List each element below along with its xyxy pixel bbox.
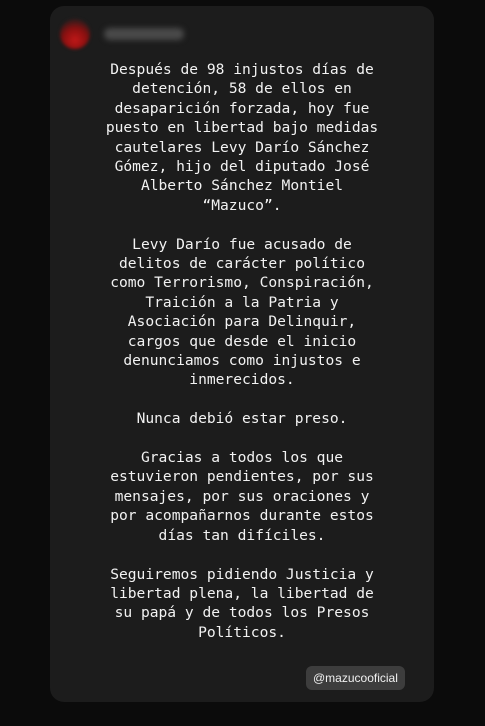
story-paragraph: Después de 98 injustos días de detención, 58 de ellos en desaparición forzada, hoy fue puesto en libertad bajo medidas cautelares Levy Darío Sánchez Gómez, hijo del diputado José Alberto Sánchez Montiel “Mazuco”. bbox=[105, 61, 379, 214]
story-paragraph: Gracias a todos los que estuvieron pendientes, por sus mensajes, por sus oraciones y por acompañarnos durante estos días tan difíciles. bbox=[110, 449, 374, 544]
story-text bbox=[50, 60, 434, 642]
story-card[interactable] bbox=[50, 6, 434, 702]
story-header bbox=[60, 14, 184, 54]
story-paragraph: Seguiremos pidiendo Justicia y libertad plena, la libertad de su papá y de todos los Presos Políticos. bbox=[110, 565, 374, 641]
story-paragraph: Levy Darío fue acusado de delitos de carácter político como Terrorismo, Conspiración, Traición a la Patria y Asociación para Delinquir, cargos que desde el inicio denunciamos como injustos e inmerecidos. bbox=[110, 235, 374, 389]
username-redacted[interactable] bbox=[104, 28, 184, 40]
avatar[interactable] bbox=[60, 19, 90, 49]
story-paragraph: Nunca debió estar preso. bbox=[136, 410, 348, 428]
mention-sticker[interactable]: @mazucooficial bbox=[306, 666, 405, 690]
